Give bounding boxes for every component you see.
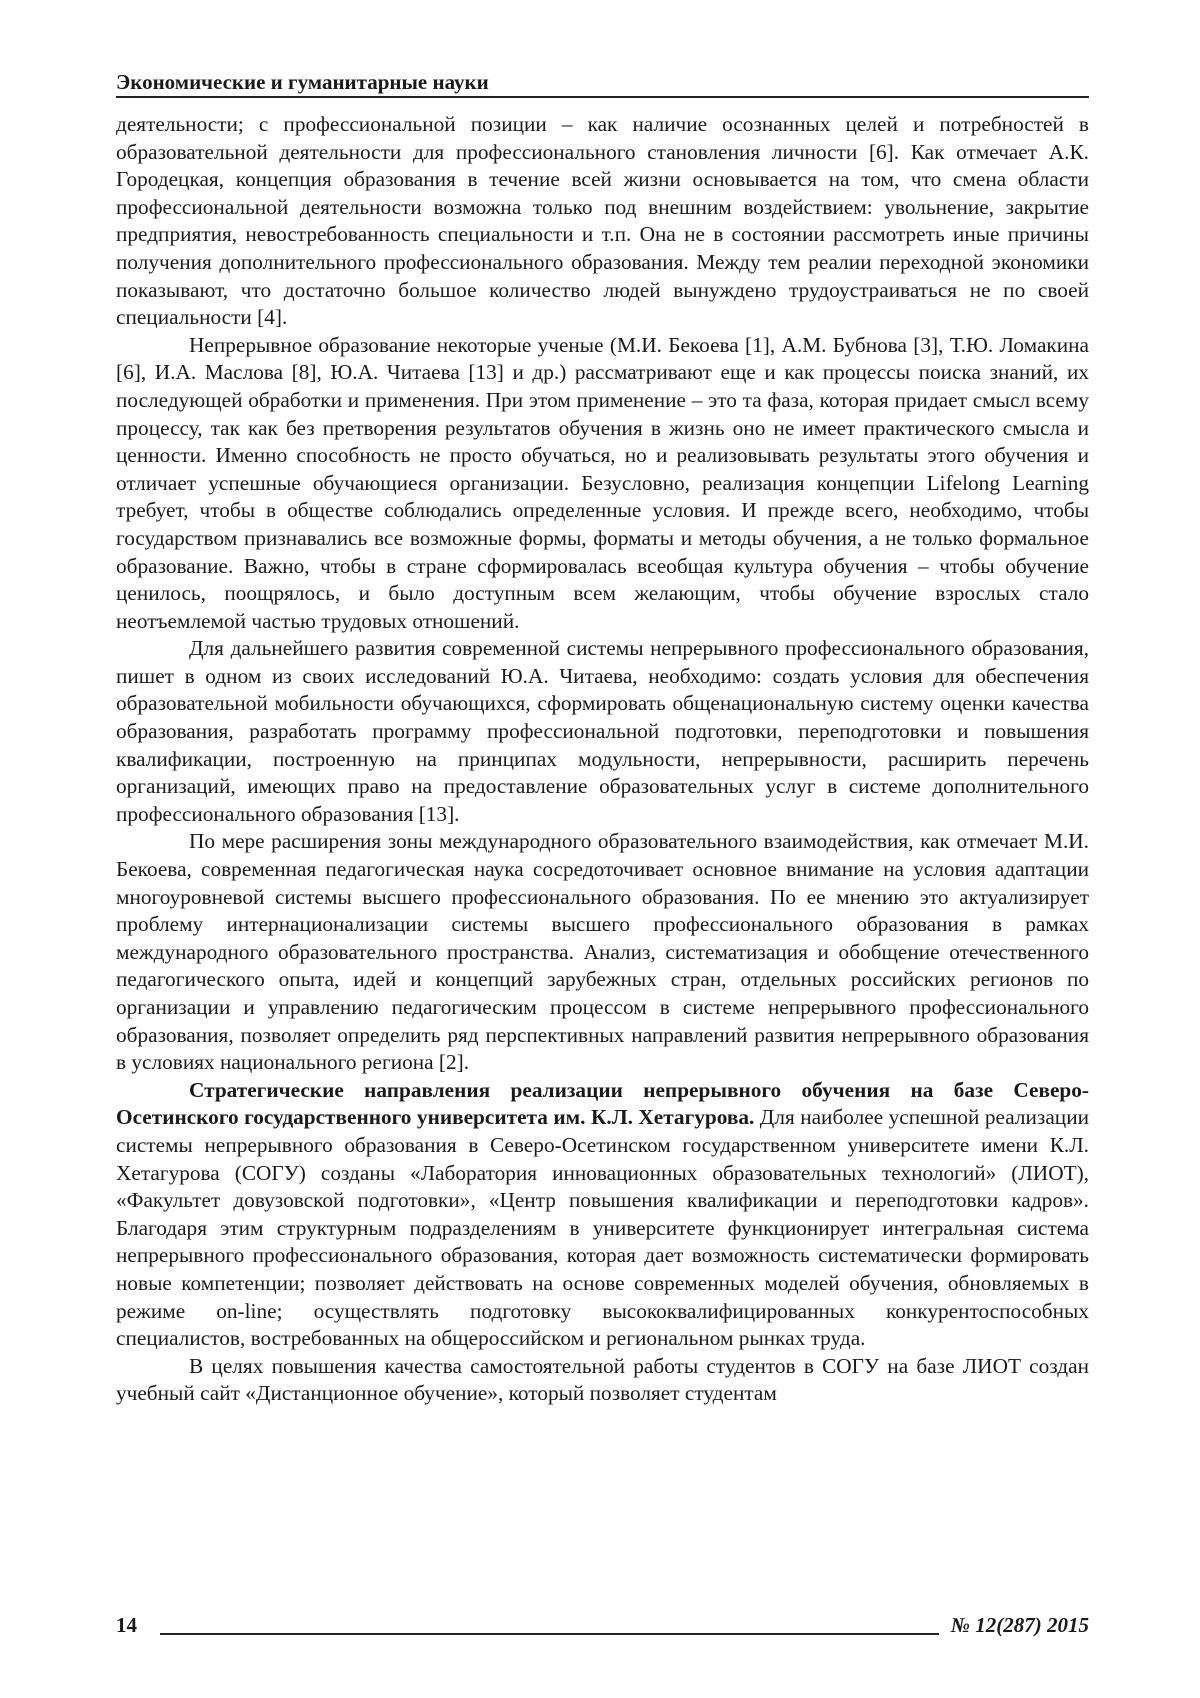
footer-divider <box>160 1633 939 1635</box>
issue-info: № 12(287) 2015 <box>951 1613 1089 1638</box>
paragraph: В целях повышения качества самостоятельной работы студентов в СОГУ на базе ЛИОТ создан учебный сайт «Дистанционное обучение», который позволяет студентам <box>116 1353 1089 1408</box>
article-body <box>116 111 1089 1408</box>
paragraph: Для дальнейшего развития современной системы непрерывного профессионального образования, пишет в одном из своих исследований Ю.А. Читаева, необходимо: создать условия для обеспечения образовательной мобильности обучающихся, сформировать общенациональную систему оценки качества образования, разработать программу профессиональной подготовки, переподготовки и повышения квалификации, построенную на принципах модульности, непрерывности, расширить перечень организаций, имеющих право на предоставление образовательных услуг в системе дополнительного профессионального образования [13]. <box>116 635 1089 828</box>
paragraph: Непрерывное образование некоторые ученые (М.И. Бекоева [1], А.М. Бубнова [3], Т.Ю. Ломакина [6], И.А. Маслова [8], Ю.А. Читаева [13] и др.) рассматривают еще и как процессы поиска знаний, их последующей обработки и применения. При этом применение – это та фаза, которая придает смысл всему процессу, так как без претворения результатов обучения в жизнь оно не имеет практического смысла и ценности. Именно способность не просто обучаться, но и реализовывать результаты этого обучения и отличает успешные обучающиеся организации. Безусловно, реализация концепции Lifelong Learning требует, чтобы в обществе соблюдались определенные условия. И прежде всего, необходимо, чтобы государством признавались все возможные формы, форматы и методы обучения, а не только формальное образование. Важно, чтобы в стране сформировалась всеобщая культура обучения – чтобы обучение ценилось, поощрялось, и было доступным всем желающим, чтобы обучение взрослых стало неотъемлемой частью трудовых отношений. <box>116 332 1089 636</box>
paragraph: По мере расширения зоны международного образовательного взаимодействия, как отмечает М.И. Бекоева, современная педагогическая наука сосредоточивает основное внимание на условия адаптации многоуровневой системы высшего профессионального образования. По ее мнению это актуализирует проблему интернационализации системы высшего профессионального образования в рамках международного образовательного пространства. Анализ, систематизация и обобщение отечественного педагогического опыта, идей и концепций зарубежных стран, отдельных российских регионов по организации и управлению педагогическим процессом в системе непрерывного профессионального образования, позволяет определить ряд перспективных направлений развития непрерывного образования в условиях национального региона [2]. <box>116 828 1089 1076</box>
journal-title: Экономические и гуманитарные науки <box>116 70 1089 98</box>
page-number: 14 <box>116 1613 137 1638</box>
section-text: Для наиболее успешной реализации системы непрерывного образования в Северо-Осетинском государственном университете имени К.Л. Хетагурова (СОГУ) созданы «Лаборатория инновационных образовательных технологий» (ЛИОТ), «Факультет довузовской подготовки», «Центр повышения квалификации и переподготовки кадров». Благодаря этим структурным подразделениям в университете функционирует интегральная система непрерывного профессионального образования, которая дает возможность систематически формировать новые компетенции; позволяет действовать на основе современных моделей обучения, обновляемых в режиме on-line; осуществлять подготовку высококвалифицированных конкурентоспособных специалистов, востребованных на общероссийском и региональном рынках труда. <box>116 1105 1089 1350</box>
section-heading: Стратегические направления реализации непрерывного обучения на базе Северо-Осетинского государственного университета им. К.Л. Хетагурова. <box>116 1078 1089 1130</box>
paragraph-continuation: деятельности; с профессиональной позиции – как наличие осознанных целей и потребностей в образовательной деятельности для профессионального становления личности [6]. Как отмечает А.К. Городецкая, концепция образования в течение всей жизни основывается на том, что смена области профессиональной деятельности возможна только под внешним воздействием: увольнение, закрытие предприятия, невостребованность специальности и т.п. Она не в состоянии рассмотреть иные причины получения дополнительного профессионального образования. Между тем реалии переходной экономики показывают, что достаточно большое количество людей вынуждено трудоустраиваться не по своей специальности [4]. <box>116 111 1089 332</box>
section-paragraph <box>116 1077 1089 1353</box>
page-footer <box>116 1613 1089 1641</box>
